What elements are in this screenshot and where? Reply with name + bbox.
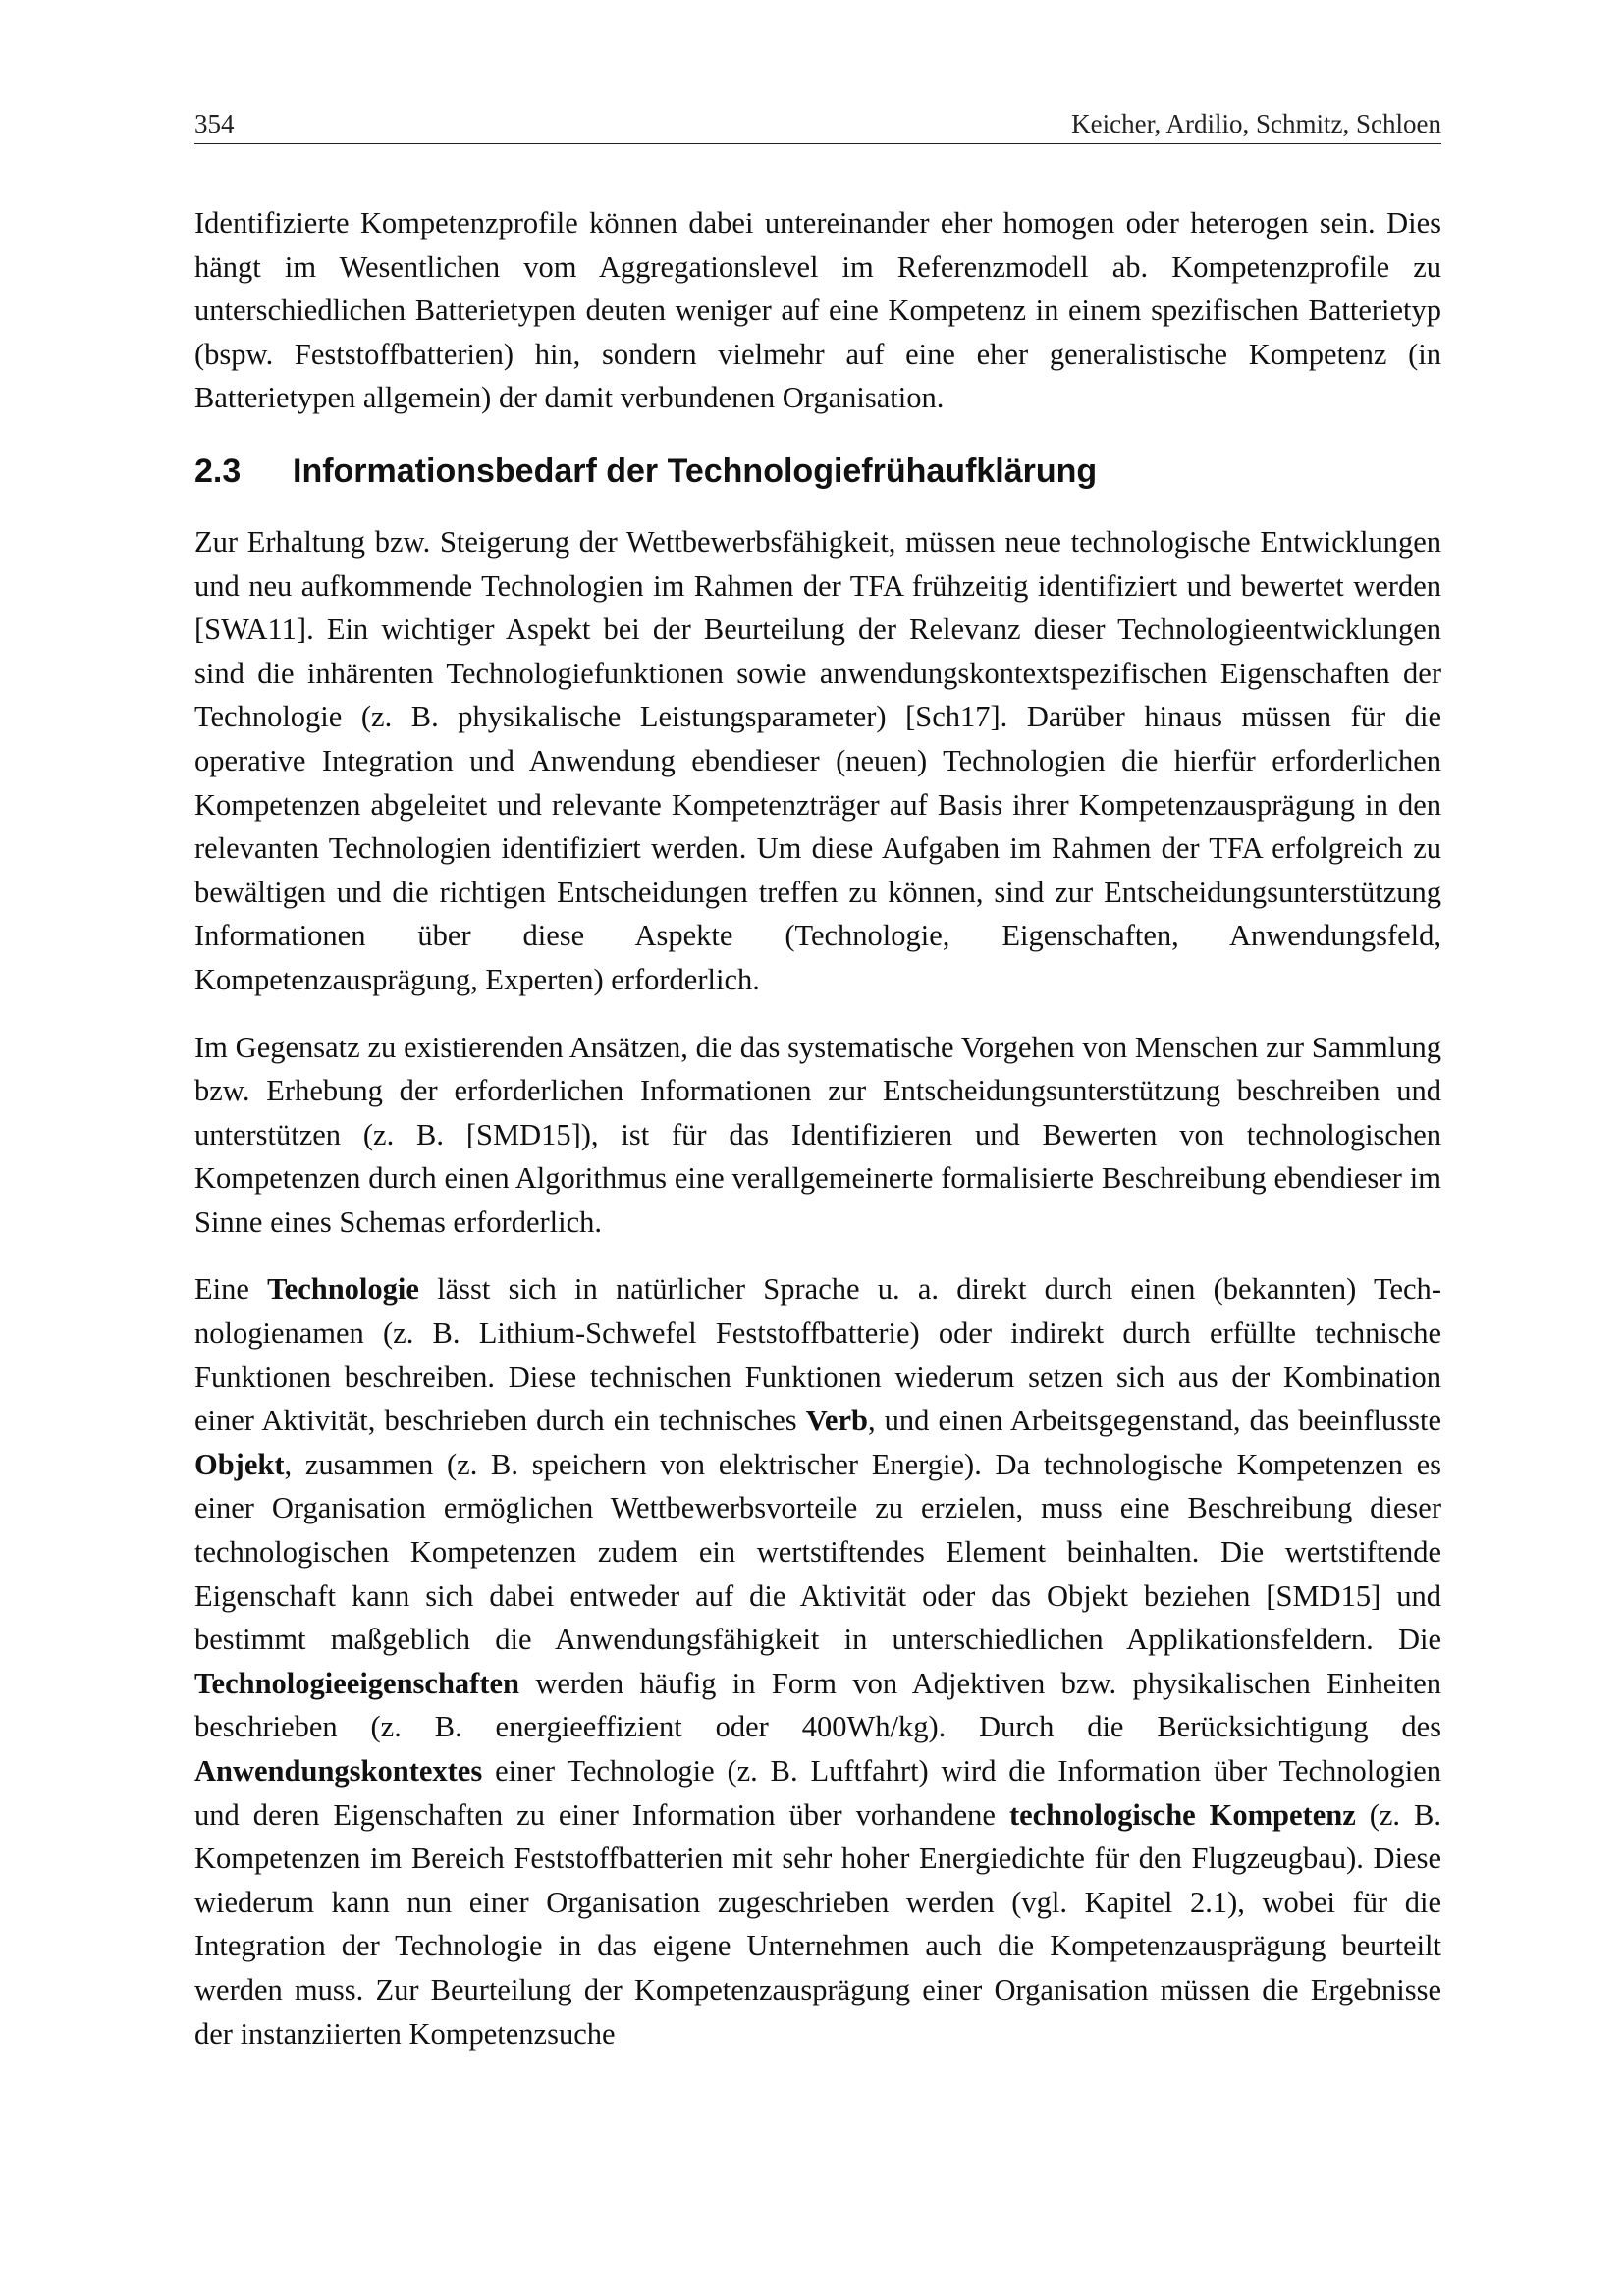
text-run: werden häufig in Form von Adjektiven bzw. physikalischen Einheiten beschrieben (z. B. energieeffizient oder 400Wh/kg). Durch die Berücksichtigung des xyxy=(194,1666,1441,1744)
paragraph: Zur Erhaltung bzw. Steigerung der Wettbewerbsfähigkeit, müssen neue technologische Entwicklungen und neu aufkommende Technologien im Rahmen der TFA frühzeitig identifiziert und bewertet werden [SWA11]. Ein wichtiger Aspekt bei der Beurteilung der Relevanz dieser Technologieentwicklungen sind die inhärenten Technologiefunktionen sowie anwendungskontextspezifischen Eigenschaften der Technologie (z. B. physikalische Leistungsparameter) [Sch17]. Darüber hinaus müssen für die operative Integration und Anwendung ebendieser (neuen) Technologien die hierfür erforderlichen Kompetenzen abgeleitet und relevante Kompetenzträger auf Basis ihrer Kompetenzausprägung in den relevanten Technologien identifiziert werden. Um diese Aufgaben im Rahmen der TFA erfolgreich zu bewältigen und die richtigen Entscheidungen treffen zu können, sind zur Entscheidungsunterstützung Informationen über diese Aspekte (Technologie, Eigenschaften, Anwendungsfeld, Kompetenzausprägung, Experten) erforderlich. xyxy=(194,524,1441,996)
bold-term: technologische Kompetenz xyxy=(1008,1797,1356,1832)
text-run: einer Technologie (z. B. Luftfahrt) wird die Information über Technologien und deren Eigenschaften zu einer Information über vorhandene xyxy=(194,1754,1441,1832)
running-header-authors: Keicher, Ardilio, Schmitz, Schloen xyxy=(1071,109,1441,138)
paragraph xyxy=(194,1267,1441,2056)
running-header xyxy=(194,108,1441,144)
section-heading xyxy=(194,450,1441,493)
text-run: , zusammen (z. B. speichern von elektrischer Energie). Da technologische Kompetenzen es einer Organisation ermöglichen Wettbewerbsvorteile zu erzielen, muss eine Beschreibung dieser technologischen Kompetenzen zudem ein wertstiftendes Element beinhalten. Die wertstiftende Eigenschaft kann sich dabei entweder auf die Aktivität oder das Objekt beziehen [SMD15] und bestimmt maßgeblich die Anwendungsfähigkeit in unterschiedlichen Applikationsfeldern. Die xyxy=(194,1447,1441,1657)
text-run: (z. B. Kompetenzen im Bereich Feststoffbatterien mit sehr hoher Energiedichte für den Flugzeugbau). Diese wiederum kann nun einer Organisation zugeschrieben werden (vgl. Kapitel 2.1), wobei für die Integration der Technologie in das eigene Unternehmen auch die Kompetenzausprägung beurteilt werden muss. Zur Beurteilung der Kompetenzausprägung einer Organisation müssen die Ergebnisse der instanziierten Kompetenzsuche xyxy=(194,1797,1441,2051)
text-run: lässt sich in natürlicher Sprache u. a. direkt durch einen (bekannten) Technologienamen (z. B. Lithium-Schwefel Feststoffbatterie) oder indirekt durch erfüllte technische Funktionen beschreiben. Diese technischen Funktionen wiederum setzen sich aus der Kombination einer Aktivität, beschrieben durch ein technisches xyxy=(194,1272,1441,1438)
section-title: Informationsbedarf der Technologiefrühaufklärung xyxy=(293,452,1098,490)
section-number: 2.3 xyxy=(194,452,242,490)
text-run: Eine xyxy=(194,1272,268,1307)
page-number: 354 xyxy=(194,109,235,138)
bold-term: Objekt xyxy=(194,1447,285,1481)
bold-term: Verb xyxy=(805,1404,868,1438)
bold-term: Anwendungskontextes xyxy=(194,1754,483,1788)
paragraph: Identifizierte Kompetenzprofile können dabei untereinander eher homogen oder heterogen sein. Dies hängt im Wesentlichen vom Aggregationslevel im Referenzmodell ab. Kompetenzprofile zu unterschiedlichen Batterietypen deuten weniger auf eine Kompetenz in einem spezifischen Batterietyp (bspw. Feststoffbatterien) hin, sondern vielmehr auf eine eher generalistische Kompetenz (in Batterietypen allgemein) der damit verbundenen Organisation. xyxy=(194,206,1441,415)
page xyxy=(194,108,1441,2079)
body-text xyxy=(194,201,1441,2056)
bold-term: Technologieeigenschaften xyxy=(194,1666,519,1700)
bold-term: Technologie xyxy=(267,1272,419,1307)
paragraph: Im Gegensatz zu existierenden Ansätzen, die das systematische Vorgehen von Menschen zur Sammlung bzw. Erhebung der erforderlichen Informationen zur Entscheidungsunterstützung beschreiben und unterstützen (z. B. [SMD15]), ist für das Identifizieren und Bewerten von technologischen Kompetenzen durch einen Algorithmus eine verallgemeinerte formalisierte Beschreibung ebendieser im Sinne eines Schemas erforderlich. xyxy=(194,1030,1441,1239)
text-run: , und einen Arbeitsgegenstand, das beeinflusste xyxy=(867,1404,1441,1438)
